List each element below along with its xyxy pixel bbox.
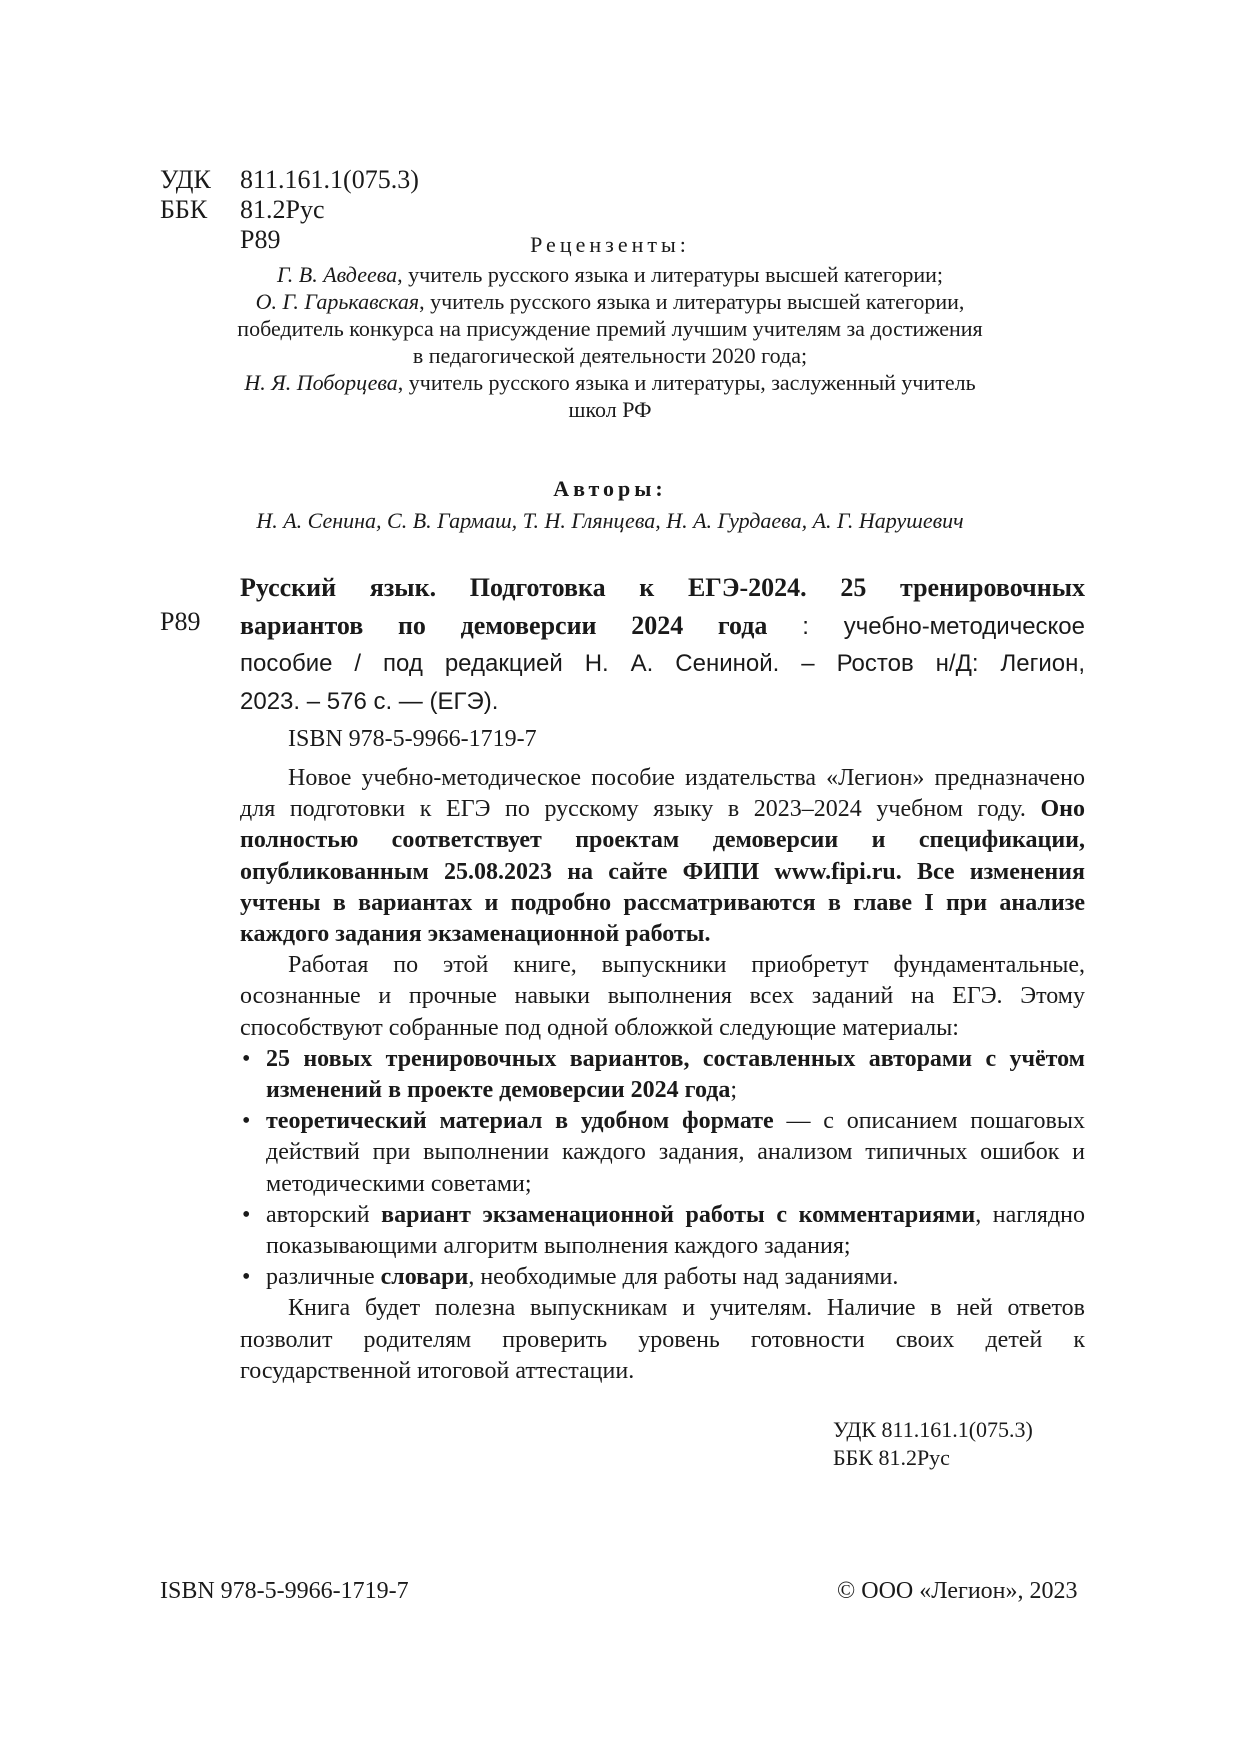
bullet-4-bold: словари xyxy=(380,1264,469,1291)
record-title-line1: Русский язык. Подготовка к ЕГЭ-2024. 25 тренировочных xyxy=(240,573,1085,602)
reviewer-3-line2: школ РФ xyxy=(568,397,652,422)
reviewer-1-name: Г. В. Авдеева xyxy=(276,262,398,287)
reviewers-block xyxy=(150,261,1070,423)
reviewer-1-desc: , учитель русского языка и литературы высшей категории; xyxy=(397,262,944,287)
annotation-bullet-1 xyxy=(240,1044,1085,1106)
reviewer-3 xyxy=(150,369,1070,396)
annotation-bullet-4 xyxy=(240,1262,1085,1293)
bbk-value: 81.2Рус xyxy=(240,195,325,224)
bullet-2-rest: — с описанием пошаговых действий при выполнении каждого задания, анализом типичных ошибок и методическими советами; xyxy=(266,1108,1085,1197)
record-line4: 2023. – 576 с. — (ЕГЭ). xyxy=(240,688,499,715)
reviewer-3-name: Н. Я. Поборцева xyxy=(244,370,398,395)
annotation-bullet-3 xyxy=(240,1200,1085,1262)
reviewer-2 xyxy=(150,288,1070,315)
bullet-1-bold: 25 новых тренировочных вариантов, составленных авторами с учётом изменений в проекте демоверсии 2024 года xyxy=(266,1045,1085,1104)
authors-names-text: Н. А. Сенина, С. В. Гармаш, Т. Н. Глянцева, Н. А. Гурдаева, А. Г. Нарушевич xyxy=(256,508,964,533)
bottom-udk: УДК 811.161.1(075.3) xyxy=(833,1417,1033,1442)
annotation-p2: Работая по этой книге, выпускники приобретут фундаментальные, осознанные и прочные навыки выполнения всех заданий на ЕГЭ. Этому способствуют собранные под одной обложкой следующие материалы: xyxy=(240,952,1085,1041)
bullet-4-pre: различные xyxy=(266,1264,381,1291)
bullet-3-bold: вариант экзаменационной работы с комментариями xyxy=(381,1201,976,1228)
reviewer-2-line2: победитель конкурса на присуждение премий лучшим учителям за достижения xyxy=(237,316,983,341)
bullet-3-rest: , наглядно показывающими алгоритм выполнения каждого задания; xyxy=(266,1201,1085,1260)
bottom-bbk: ББК 81.2Рус xyxy=(833,1445,950,1470)
footer-copyright: © ООО «Легион», 2023 xyxy=(837,1578,1078,1604)
udk-label: УДК xyxy=(160,165,211,194)
reviewer-2-line3: в педагогической деятельности 2020 года; xyxy=(412,343,808,368)
authors-heading: Авторы: xyxy=(553,476,667,501)
record-title-line2 xyxy=(240,607,1085,645)
annotation-p1-bold: Оно полностью соответствует проектам демоверсии и спецификации, опубликованным 25.08.2023 на сайте ФИПИ www.fipi.ru. Все изменения учтены в вариантах и подробно рассматриваются в главе I при анализе каждого задания экзаменационной работы. xyxy=(240,796,1085,948)
reviewer-1 xyxy=(150,261,1070,288)
annotation xyxy=(240,763,1085,1387)
reviewer-2-name: О. Г. Гарькавская xyxy=(255,289,420,314)
bullet-4-rest: , необходимые для работы над заданиями. xyxy=(468,1264,899,1291)
udk-value: 811.161.1(075.3) xyxy=(240,165,419,194)
record-subtitle: : учебно-методическое xyxy=(767,613,1086,640)
record-mark: Р89 xyxy=(160,607,201,636)
author-mark: Р89 xyxy=(240,225,281,254)
bullet-3-pre: авторский xyxy=(266,1201,382,1228)
footer-isbn: ISBN 978-5-9966-1719-7 xyxy=(160,1578,409,1604)
record-title-bold: вариантов по демоверсии 2024 года xyxy=(240,611,768,640)
authors-names xyxy=(150,507,1070,534)
bbk-label: ББК xyxy=(160,195,208,224)
bullet-1-end: ; xyxy=(730,1077,738,1104)
record-isbn: ISBN 978-5-9966-1719-7 xyxy=(288,726,537,752)
annotation-p1-normal: Новое учебно-методическое пособие издательства «Легион» предназначено для подготовки к ЕГЭ по русскому языку в 2023–2024 учебном году. xyxy=(240,765,1085,823)
annotation-p3: Книга будет полезна выпускникам и учителям. Наличие в ней ответов позволит родителям проверить уровень готовности своих детей к государственной итоговой аттестации. xyxy=(240,1295,1085,1384)
annotation-bullet-2 xyxy=(240,1106,1085,1200)
annotation-p1 xyxy=(240,763,1085,950)
reviewer-3-desc: , учитель русского языка и литературы, заслуженный учитель xyxy=(397,370,976,395)
bullet-2-bold: теоретический материал в удобном формате xyxy=(266,1108,774,1135)
record-line3: пособие / под редакцией Н. А. Сениной. – Ростов н/Д: Легион, xyxy=(240,650,1085,677)
record-block xyxy=(240,569,1085,721)
reviewer-2-desc: , учитель русского языка и литературы высшей категории, xyxy=(419,289,965,314)
reviewers-heading: Рецензенты: xyxy=(530,232,690,257)
